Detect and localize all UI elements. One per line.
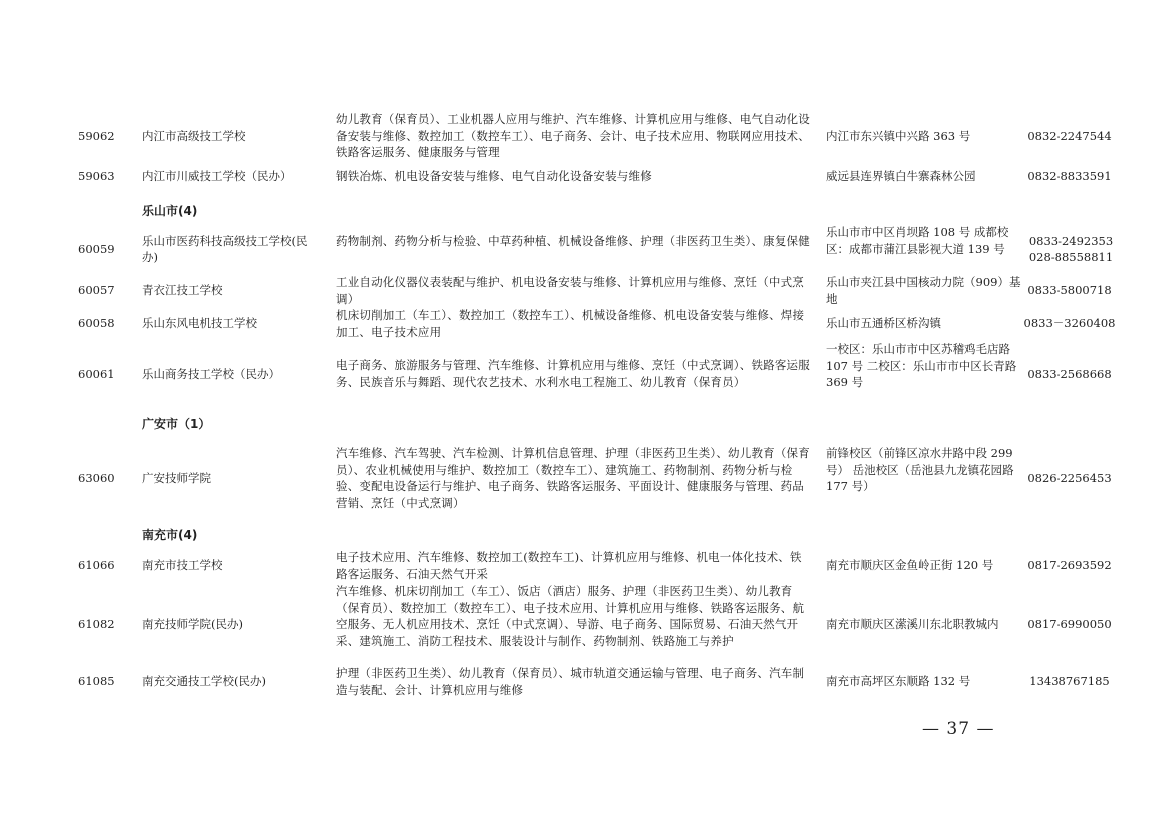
school-address: 南充市高坪区东顺路 132 号 xyxy=(826,674,971,689)
table-row xyxy=(0,341,1169,407)
school-name: 广安技师学院 xyxy=(142,470,211,485)
school-phone: 0833-2492353 028-88558811 xyxy=(1028,233,1114,264)
school-phone: 0817-6990050 xyxy=(1027,616,1112,631)
school-name: 内江市川威技工学校（民办） xyxy=(142,169,292,183)
page-number: — 37 — xyxy=(922,719,995,739)
school-phone: 0833-2568668 xyxy=(1027,366,1112,381)
school-name: 南充市技工学校 xyxy=(142,558,223,573)
school-phone: 0826-2256453 xyxy=(1027,470,1112,485)
school-address: 乐山市夹江县中国核动力院（909）基地 xyxy=(826,275,1021,306)
school-name: 乐山东风电机技工学校 xyxy=(142,316,257,331)
school-name: 乐山市医药科技高级技工学校(民办) xyxy=(142,233,308,264)
table-row xyxy=(0,583,1169,665)
school-name: 南充交通技工学校(民办) xyxy=(142,674,266,689)
table-row xyxy=(0,445,1169,511)
school-phone: 0832-8833591 xyxy=(1027,169,1112,183)
table-row xyxy=(0,168,1169,185)
school-code: 60058 xyxy=(78,316,115,331)
table-row xyxy=(0,224,1169,274)
school-name: 乐山商务技工学校（民办） xyxy=(142,366,280,381)
school-phone: 0817-2693592 xyxy=(1027,558,1112,573)
school-address: 乐山市市中区肖坝路 108 号 成都校区：成都市蒲江县影视大道 139 号 xyxy=(826,225,1009,256)
school-code: 63060 xyxy=(78,470,115,485)
school-address: 南充市顺庆区金鱼岭正街 120 号 xyxy=(826,558,994,573)
school-phone: 0833－3260408 xyxy=(1023,316,1116,331)
school-name: 南充技师学院(民办) xyxy=(142,616,243,631)
school-name: 青衣江技工学校 xyxy=(142,283,223,298)
school-majors: 电子商务、旅游服务与管理、汽车维修、计算机应用与维修、烹饪（中式烹调）、铁路客运服务、民族音乐与舞蹈、现代农艺技术、水利水电工程施工、幼儿教育（保育员） xyxy=(336,358,810,389)
school-code: 61082 xyxy=(78,616,115,631)
school-address: 南充市顺庆区潆溪川东北职教城内 xyxy=(826,616,999,631)
city-heading-guangan: 广安市（1） xyxy=(142,417,211,431)
school-majors: 汽车维修、机床切削加工（车工）、饭店（酒店）服务、护理（非医药卫生类）、幼儿教育（保育员）、数控加工（数控车工）、电子技术应用、计算机应用与维修、铁路客运服务、航空服务、无人机应用技术、烹饪（中式烹调）、导游、电子商务、国际贸易、石油天然气开采、建筑施工、消防工程技术、服装设计与制作、药物制剂、铁路施工与养护 xyxy=(336,584,805,648)
school-majors: 药物制剂、药物分析与检验、中草药种植、机械设备维修、护理（非医药卫生类）、康复保健 xyxy=(336,234,810,248)
school-address: 威远县连界镇白牛寨森林公园 xyxy=(826,169,976,183)
table-row xyxy=(0,274,1169,307)
school-address: 一校区：乐山市市中区苏稽鸡毛店路 107 号 二校区：乐山市市中区长青路 369 号 xyxy=(826,342,1017,389)
school-majors: 汽车维修、汽车驾驶、汽车检测、计算机信息管理、护理（非医药卫生类）、幼儿教育（保育员）、农业机械使用与维护、数控加工（数控车工）、建筑施工、药物制剂、药物分析与检验、变配电设备运行与维护、电子商务、铁路客运服务、平面设计、健康服务与管理、药品营销、烹饪（中式烹调） xyxy=(336,446,810,510)
school-majors: 幼儿教育（保育员）、工业机器人应用与维护、汽车维修、计算机应用与维修、电气自动化设备安装与维修、数控加工（数控车工）、电子商务、会计、电子技术应用、物联网应用技术、铁路客运服务、健康服务与管理 xyxy=(336,112,810,159)
school-code: 60057 xyxy=(78,283,115,298)
school-name: 内江市高级技工学校 xyxy=(142,128,246,143)
school-majors: 护理（非医药卫生类）、幼儿教育（保育员）、城市轨道交通运输与管理、电子商务、汽车制造与装配、会计、计算机应用与维修 xyxy=(336,666,805,697)
school-address: 前锋校区（前锋区凉水井路中段 299 号） 岳池校区（岳池县九龙镇花园路 177 号） xyxy=(826,446,1014,493)
table-row xyxy=(0,665,1169,698)
city-heading-leshan: 乐山市(4) xyxy=(142,204,198,218)
school-code: 59063 xyxy=(78,169,115,183)
school-code: 59062 xyxy=(78,128,115,143)
table-row xyxy=(0,111,1169,161)
school-code: 60059 xyxy=(78,241,115,256)
school-majors: 机床切削加工（车工）、数控加工（数控车工）、机械设备维修、机电设备安装与维修、焊接加工、电子技术应用 xyxy=(336,308,805,339)
city-heading-nanchong: 南充市(4) xyxy=(142,528,198,542)
table-row xyxy=(0,549,1169,582)
table-row xyxy=(0,307,1169,340)
school-majors: 电子技术应用、汽车维修、数控加工(数控车工)、计算机应用与维修、机电一体化技术、铁路客运服务、石油天然气开采 xyxy=(336,550,802,581)
school-address: 乐山市五通桥区桥沟镇 xyxy=(826,316,941,331)
school-phone: 13438767185 xyxy=(1029,674,1110,689)
school-code: 60061 xyxy=(78,366,115,381)
school-phone: 0832-2247544 xyxy=(1027,128,1112,143)
school-majors: 工业自动化仪器仪表装配与维护、机电设备安装与维修、计算机应用与维修、烹饪（中式烹调） xyxy=(336,275,804,306)
school-code: 61085 xyxy=(78,674,115,689)
school-majors: 钢铁冶炼、机电设备安装与维修、电气自动化设备安装与维修 xyxy=(336,169,652,183)
school-address: 内江市东兴镇中兴路 363 号 xyxy=(826,128,971,143)
school-phone: 0833-5800718 xyxy=(1027,283,1112,298)
school-code: 61066 xyxy=(78,558,115,573)
